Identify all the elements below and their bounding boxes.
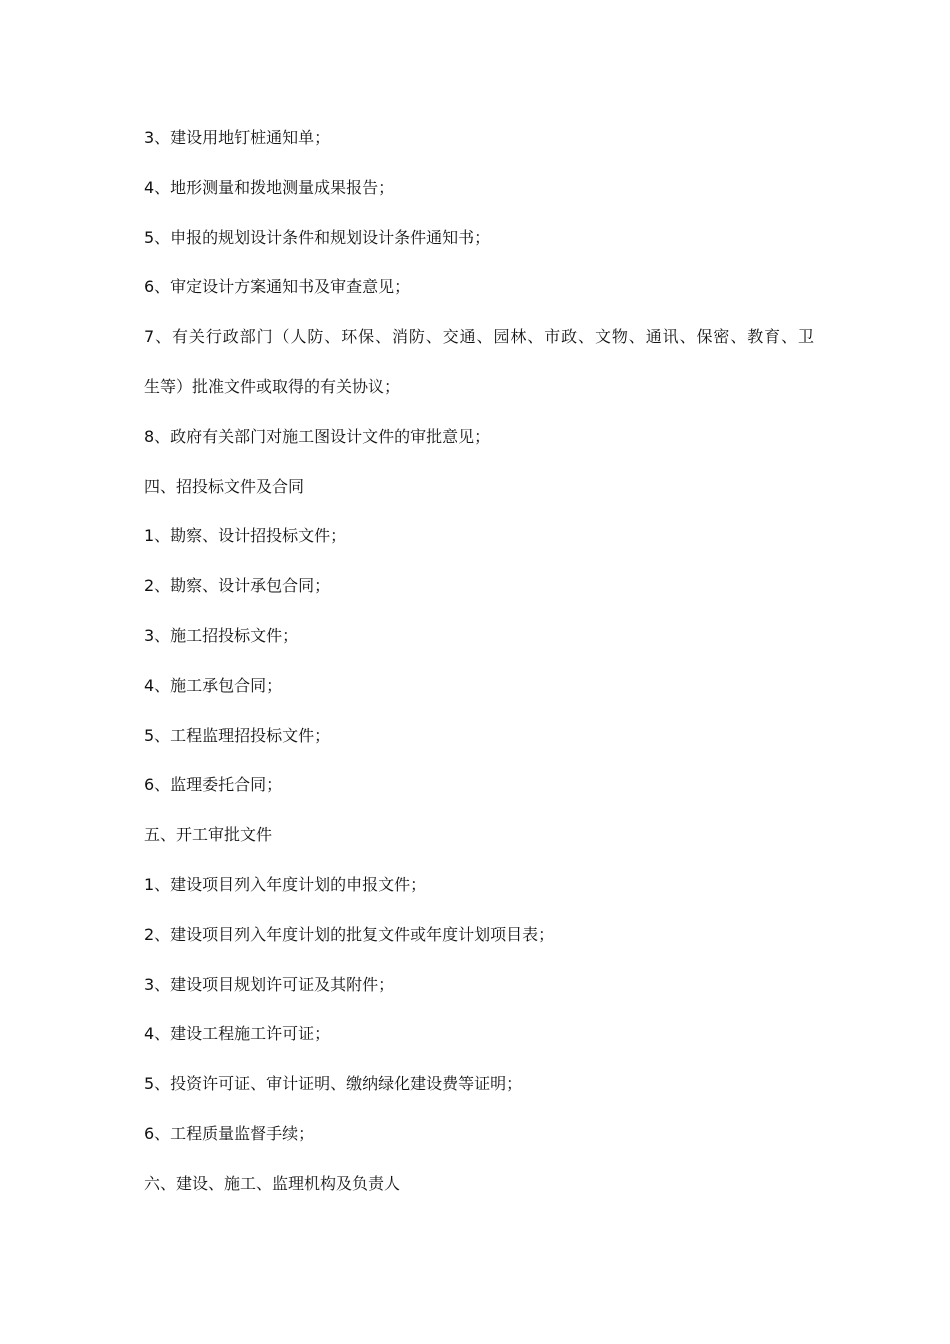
list-item-survey-report: 4、地形测量和拨地测量成果报告； — [144, 177, 395, 197]
list-item-annual-plan-reply: 2、建设项目列入年度计划的批复文件或年度计划项目表； — [144, 924, 555, 944]
section-heading-start-approval: 五、开工审批文件 — [144, 825, 273, 845]
list-item-department-approvals: 7、有关行政部门（人防、环保、消防、交通、园林、市政、文物、通讯、保密、教育、卫 — [144, 327, 814, 347]
list-item-design-approval: 6、审定设计方案通知书及审查意见； — [144, 277, 411, 297]
list-item-supervision-contract: 6、监理委托合同； — [144, 775, 283, 795]
list-item-annual-plan-application: 1、建设项目列入年度计划的申报文件； — [144, 874, 427, 894]
list-item-planning-permit: 3、建设项目规划许可证及其附件； — [144, 974, 395, 994]
document-body — [144, 124, 814, 1220]
list-item-construction-bidding: 3、施工招投标文件； — [144, 625, 299, 645]
section-heading-organizations: 六、建设、施工、监理机构及负责人 — [144, 1173, 401, 1193]
list-item-planning-conditions: 5、申报的规划设计条件和规划设计条件通知书； — [144, 227, 491, 247]
list-item-construction-permit: 4、建设工程施工许可证； — [144, 1024, 331, 1044]
list-item-supervision-bidding: 5、工程监理招投标文件； — [144, 725, 331, 745]
list-item-survey-bidding: 1、勘察、设计招投标文件； — [144, 526, 347, 546]
section-heading-bidding: 四、招投标文件及合同 — [144, 476, 305, 496]
list-item-drawing-review: 8、政府有关部门对施工图设计文件的审批意见； — [144, 426, 491, 446]
list-item-department-approvals-cont: 生等）批准文件或取得的有关协议； — [144, 376, 401, 396]
list-item-land-stake-notice: 3、建设用地钉桩通知单； — [144, 128, 331, 147]
list-item-construction-contract: 4、施工承包合同； — [144, 675, 283, 695]
list-item-quality-supervision: 6、工程质量监督手续； — [144, 1123, 315, 1143]
list-item-survey-contract: 2、勘察、设计承包合同； — [144, 576, 331, 596]
list-item-investment-permit: 5、投资许可证、审计证明、缴纳绿化建设费等证明； — [144, 1074, 523, 1094]
